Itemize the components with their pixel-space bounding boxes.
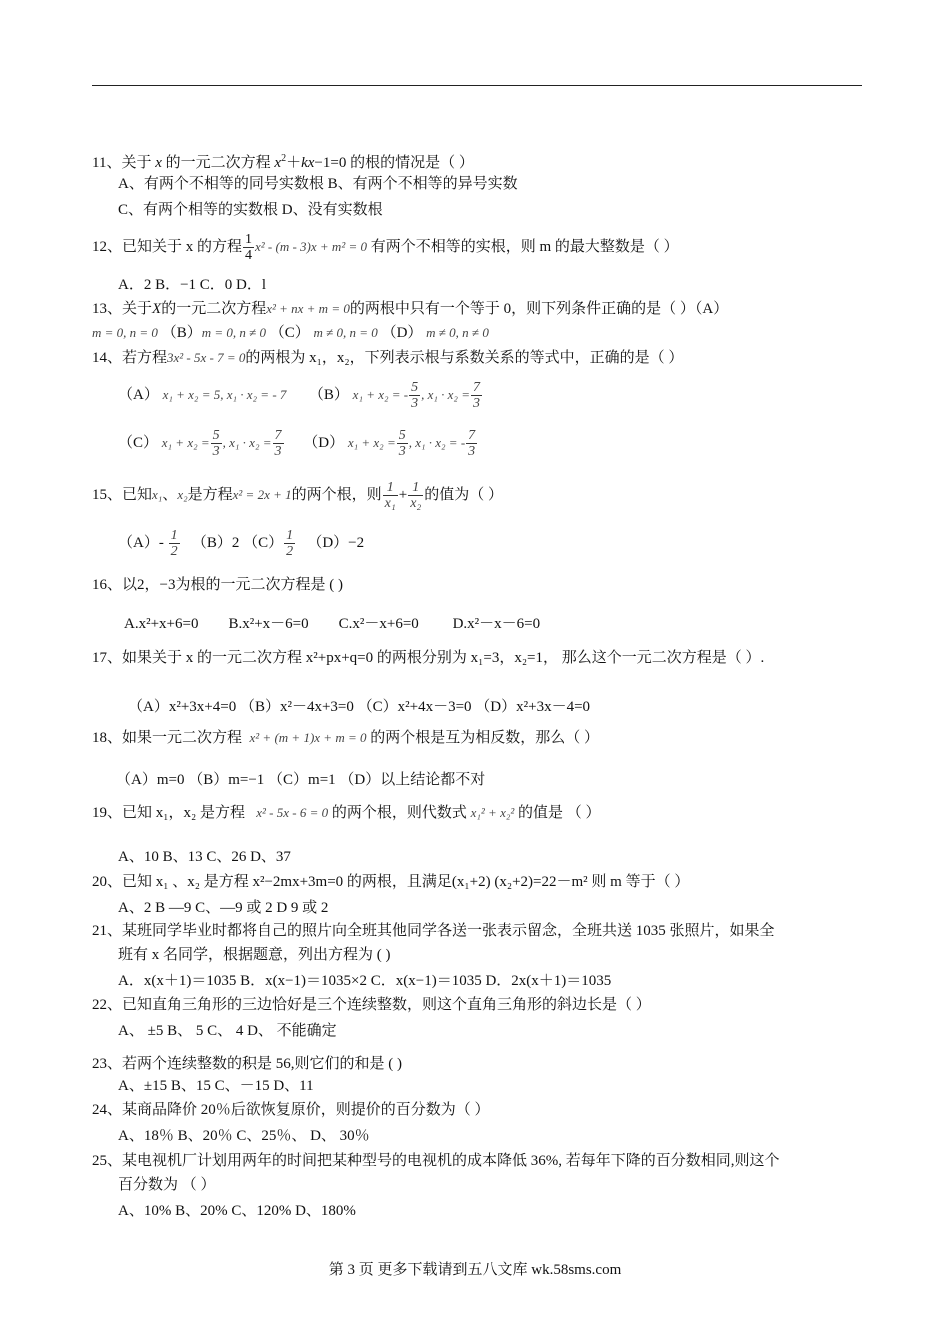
page-footer: 第 3 页 更多下载请到五八文库 wk.58sms.com	[328, 1262, 622, 1278]
q21-options: A．x(x＋1)＝1035 B．x(x−1)＝1035×2 C．x(x−1)＝1035 D．2x(x＋1)＝1035	[118, 973, 612, 989]
q14-stem: 14、若方程3x² - 5x - 7 = 0的两根为 x₁，x₂，下列表示根与系数关系的等式中，正确的是（ ）	[92, 350, 684, 366]
q15-options: （A）- $\frac{1}{2}$ （B）2 （C） $\frac{1}{2}$ （D）−2	[118, 528, 365, 560]
q22-options: A、 ±5 B、 5 C、 4 D、 不能确定	[118, 1023, 337, 1039]
q12-stem: 12、已知关于 x 的方程 $\frac{1}{4}$ x² - (m - 3)x + m² = 0 有两个不相等的实根，则 m 的最大整数是（ ）	[92, 232, 679, 263]
q11-options-1: A、有两个不相等的同号实数根 B、有两个不相等的异号实数	[118, 176, 518, 192]
q23-options: A、±15 B、15 C、－15 D、11	[118, 1078, 314, 1094]
q25-stem-2: 百分数为 （ ）	[118, 1177, 216, 1193]
q16-stem: 16、以2，−3为根的一元二次方程是 ( )	[92, 577, 343, 593]
q23-stem: 23、若两个连续整数的积是 56,则它们的和是 ( )	[92, 1056, 402, 1072]
q13-options: m = 0, n = 0 （B）m = 0, n ≠ 0 （C） m ≠ 0, n = 0 （D） m ≠ 0, n ≠ 0	[92, 325, 489, 341]
q14-options-ab: （A） x₁ + x₂ = 5, x₁ · x₂ = - 7 （B） x₁ + x₂ = - $\frac{5}{3}$ , x₁ · x₂ = $\frac{7}{3}$	[118, 380, 480, 412]
q25-stem-1: 25、某电视机厂计划用两年的时间把某种型号的电视机的成本降低 36%, 若每年下降的百分数相同,则这个	[92, 1153, 780, 1169]
q19-options: A、10 B、13 C、26 D、37	[118, 849, 291, 865]
q24-options: A、18％ B、20％ C、25％、 D、 30％	[118, 1128, 370, 1144]
q25-options: A、10% B、20% C、120% D、180%	[118, 1203, 356, 1219]
q24-stem: 24、某商品降价 20％后欲恢复原价，则提价的百分数为（ ）	[92, 1102, 490, 1118]
q20-stem: 20、已知 x₁ 、x₂ 是方程 x²−2mx+3m=0 的两根，且满足(x₁+2) (x₂+2)=22－m² 则 m 等于（ ）	[92, 874, 690, 890]
q15-stem: 15、已知x₁、x₂是方程x² = 2x + 1的两个根，则 $\frac{1}{\text{x₁}}$ + $\frac{1}{\text{x₂}}$ 的值为（ ）	[92, 480, 504, 512]
q18-options: （A）m=0 （B）m=−1 （C）m=1 （D）以上结论都不对	[116, 772, 486, 788]
q11-options-2: C、有两个相等的实数根 D、没有实数根	[118, 202, 383, 218]
q19-stem: 19、已知 x₁，x₂ 是方程 x² - 5x - 6 = 0 的两个根，则代数式 x₁² + x₂² 的值是 （ ）	[92, 805, 601, 821]
q11-stem: 11、关于 x 的一元二次方程 $x^2+kx-1=0$ 的根的情况是（ ）	[92, 153, 474, 171]
q13-stem: 13、关于X的一元二次方程x² + nx + m = 0的两根中只有一个等于 0，则下列条件正确的是（ ）（A）	[92, 301, 729, 317]
q17-options: （A）x²+3x+4=0 （B）x²－4x+3=0 （C）x²+4x－3=0 （D）x²+3x－4=0	[128, 699, 591, 715]
q12-options: A．2 B．−1 C．0 D．l	[118, 277, 267, 293]
q22-stem: 22、已知直角三角形的三边恰好是三个连续整数，则这个直角三角形的斜边长是（ ）	[92, 997, 651, 1013]
q18-stem: 18、如果一元二次方程 x² + (m + 1)x + m = 0 的两个根是互为相反数，那么（ ）	[92, 730, 599, 746]
header-rule	[92, 85, 862, 86]
q20-options: A、2 B —9 C、—9 或 2 D 9 或 2	[118, 900, 329, 916]
q17-stem: 17、如果关于 x 的一元二次方程 x²+px+q=0 的两根分别为 x₁=3，x₂=1， 那么这个一元二次方程是（ ）.	[92, 650, 765, 666]
q21-stem-2: 班有 x 名同学，根据题意，列出方程为 ( )	[118, 947, 391, 963]
q21-stem-1: 21、某班同学毕业时都将自己的照片向全班其他同学各送一张表示留念，全班共送 1035 张照片，如果全	[92, 923, 775, 939]
q16-options: A.x²+x+6=0 B.x²+x－6=0 C.x²－x+6=0 D.x²－x－6=0	[124, 616, 541, 632]
q14-options-cd: （C） x₁ + x₂ = $\frac{5}{3}$ , x₁ · x₂ = $\frac{7}{3}$ （D） x₁ + x₂ = $\frac{5}{3}$ , x₁ · x₂ = - $\frac{7}{3}$	[118, 428, 476, 460]
